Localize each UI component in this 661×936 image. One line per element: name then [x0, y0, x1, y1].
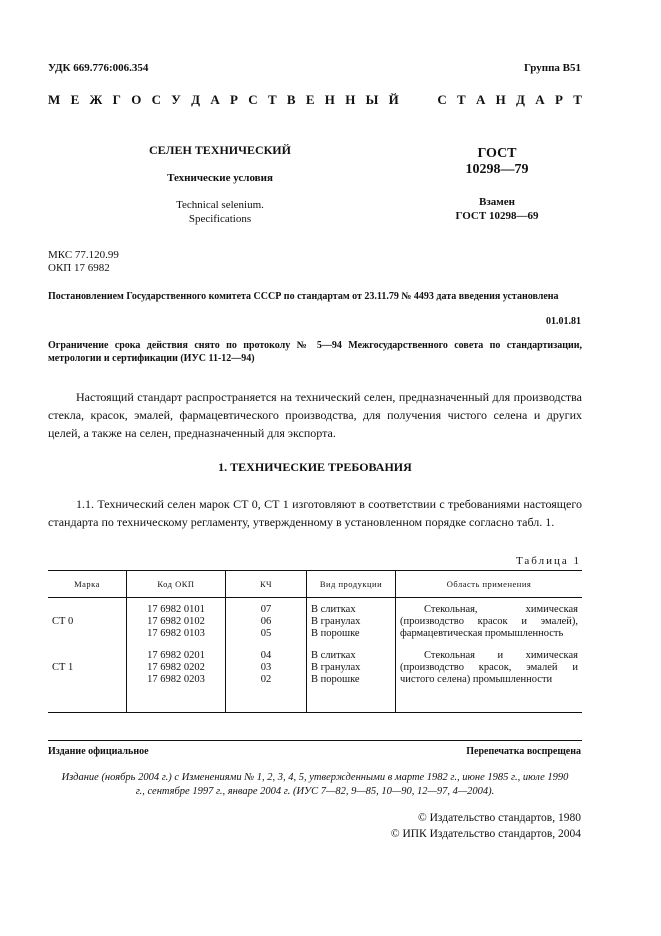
banner-letter: Н [345, 92, 356, 107]
okp-value: 17 6982 0103 [147, 628, 205, 639]
banner-letter: С [248, 92, 258, 107]
kind-value: В гранулах [311, 616, 361, 627]
standard-banner [48, 92, 582, 108]
header-okp: Код ОКП [127, 571, 226, 598]
gost-label: ГОСТ [477, 146, 517, 161]
kind-value: В порошке [311, 674, 360, 685]
gost-block [432, 146, 562, 222]
copyright-1980: © Издательство стандартов, 1980 [417, 812, 581, 824]
row-area: Стекольная и химическая (производство красок, эмалей и чистого селена) промышленности [396, 644, 583, 713]
kch-value: 05 [260, 628, 272, 639]
table-row [48, 598, 582, 645]
banner-letter: Т [457, 92, 466, 107]
document-subtitle: Технические условия [167, 172, 273, 184]
banner-letter: А [535, 92, 545, 107]
decree-text: Постановлением Государственного комитета СССР по стандартам от 23.11.79 № 4493 дата введения установлена [48, 291, 559, 302]
banner-letter: О [131, 92, 142, 107]
edition-note: Издание (ноябрь 2004 г.) с Изменениями № 1, 2, 3, 4, 5, утвержденными в марте 1982 г., июне 1985 г., июле 1990 г., сентябре 1997 г., январе 2004 г. (ИУС 7—82, 9—85, 10—90, 12—97, 4—2004). [61, 772, 569, 797]
classification-codes [48, 249, 119, 275]
kch-value: 06 [260, 616, 272, 627]
table-header-row [48, 571, 582, 598]
banner-letter: Р [230, 92, 238, 107]
intro-paragraph: Настоящий стандарт распространяется на технический селен, предназначенный для производства стекла, красок, эмалей, фармацевтического производства, для получения чистого селена и других целей, а также на селен, предназначенный для экспорта. [48, 390, 582, 440]
banner-letter: Д [191, 92, 201, 107]
banner-letter: Т [573, 92, 582, 107]
banner-letter: Ы [365, 92, 379, 107]
banner-letter: Е [305, 92, 315, 107]
restriction-note: Ограничение срока действия снято по протоколу № 5—94 Межгосударственного совета по стандартизации, метрологии и сертификации (ИУС 11-12—94) [48, 340, 582, 364]
row-mark: СТ 0 [52, 616, 74, 627]
kch-value: 07 [260, 604, 272, 615]
banner-letter: М [48, 92, 61, 107]
row-kind [307, 598, 396, 645]
replaces-label: Взамен [479, 196, 515, 208]
banner-letter: С [151, 92, 162, 107]
okp-value: 17 6982 0102 [147, 616, 205, 627]
row-kch [226, 644, 307, 713]
okp-code: ОКП 17 6982 [48, 262, 110, 274]
row-okp [127, 644, 226, 713]
banner-letter: Н [495, 92, 506, 107]
kch-value: 02 [260, 674, 272, 685]
row-mark: СТ 1 [48, 644, 127, 713]
banner-letter: Е [70, 92, 80, 107]
replaces-gost: ГОСТ 10298—69 [455, 210, 539, 222]
table-label: Таблица 1 [515, 555, 581, 567]
banner-letter: У [171, 92, 181, 107]
mks-code: МКС 77.120.99 [48, 249, 119, 261]
footer-divider [48, 740, 582, 741]
copyright-2004: © ИПК Издательство стандартов, 2004 [390, 828, 581, 840]
header-mark: Марка [48, 571, 127, 598]
section-paragraph: 1.1. Технический селен марок СТ 0, СТ 1 изготовляют в соответствии с требованиями настоящего стандарта по техническому регламенту, утвержденному в установленном порядке согласно табл. 1. [48, 497, 582, 529]
banner-gap [409, 92, 427, 108]
table-row [48, 644, 582, 713]
banner-letter: Т [267, 92, 277, 107]
section-title: 1. ТЕХНИЧЕСКИЕ ТРЕБОВАНИЯ [218, 460, 412, 474]
banner-letter: А [475, 92, 486, 107]
header-kch: КЧ [226, 571, 307, 598]
official-edition: Издание официальное [48, 746, 149, 757]
udc-code: УДК 669.776:006.354 [48, 62, 149, 74]
okp-value: 17 6982 0202 [147, 662, 205, 673]
banner-letter: А [210, 92, 220, 107]
group-code: Группа B51 [523, 62, 581, 74]
banner-letter: Р [554, 92, 563, 107]
kch-value: 03 [260, 662, 272, 673]
okp-value: 17 6982 0203 [147, 674, 205, 685]
introduction-date: 01.01.81 [546, 316, 581, 327]
okp-value: 17 6982 0201 [147, 650, 205, 661]
banner-letter: В [286, 92, 296, 107]
spec-table [48, 570, 582, 713]
reprint-prohibited: Перепечатка воспрещена [466, 746, 581, 757]
kind-value: В слитках [311, 650, 356, 661]
title-block [130, 143, 310, 226]
row-area: Стекольная, химическая (производство красок и эмалей), фармацевтическая промышленность [396, 598, 583, 645]
kind-value: В слитках [311, 604, 356, 615]
row-kind [307, 644, 396, 713]
kind-value: В порошке [311, 628, 360, 639]
banner-letter: Ж [89, 92, 103, 107]
banner-letter: Д [516, 92, 525, 107]
header-area: Область применения [396, 571, 583, 598]
english-title [130, 198, 310, 226]
banner-letter: Г [112, 92, 121, 107]
banner-letter: Й [388, 92, 399, 107]
english-title-line2: Specifications [188, 213, 252, 225]
okp-value: 17 6982 0101 [147, 604, 205, 615]
banner-letter: Н [324, 92, 335, 107]
gost-number: 10298—79 [465, 162, 529, 177]
row-kch [226, 598, 307, 645]
copyright-block [391, 810, 581, 842]
kind-value: В гранулах [311, 662, 361, 673]
kch-value: 04 [260, 650, 272, 661]
document-title: СЕЛЕН ТЕХНИЧЕСКИЙ [149, 143, 291, 157]
english-title-line1: Technical selenium. [176, 199, 264, 211]
row-okp [127, 598, 226, 645]
banner-letter: С [437, 92, 447, 107]
header-kind: Вид продукции [307, 571, 396, 598]
